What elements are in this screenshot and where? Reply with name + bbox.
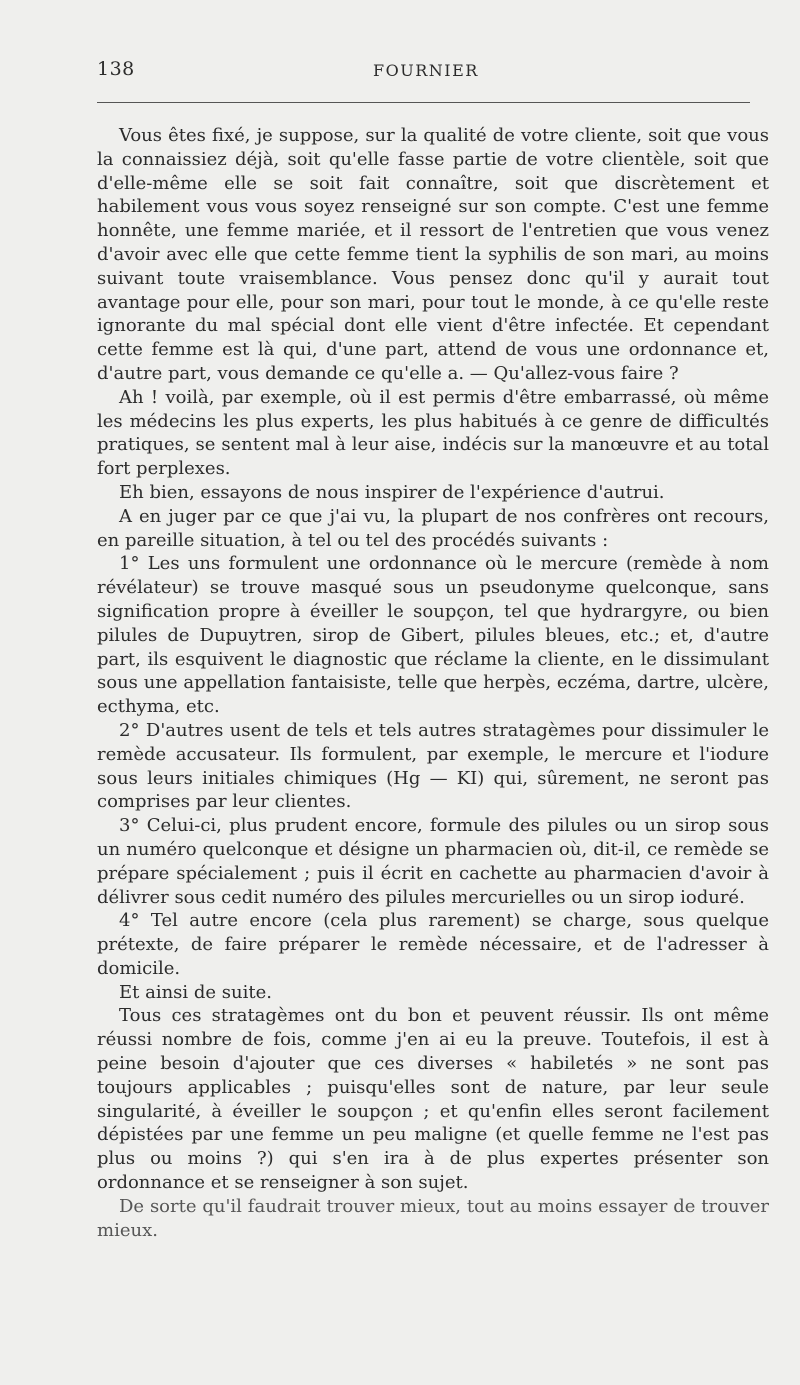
header-rule xyxy=(97,102,750,103)
paragraph: De sorte qu'il faudrait trouver mieux, tout au moins essayer de trouver mieux. xyxy=(97,1195,769,1241)
paragraph: Vous êtes fixé, je suppose, sur la qualité de votre cliente, soit que vous la connaissiez déjà, soit qu'elle fasse partie de votre clientèle, soit que d'elle-même elle se soit fait connaître, soit que discrètement et habilement vous vous soyez renseigné sur son compte. C'est une femme honnête, une femme mariée, et il ressort de l'entretien que vous venez d'avoir avec elle que cette femme tient la syphilis de son mari, au moins suivant toute vraisemblance. Vous pensez donc qu'il y aurait tout avantage pour elle, pour son mari, pour tout le monde, à ce qu'elle reste ignorante du mal spécial dont elle vient d'être infectée. Et cependant cette femme est là qui, d'une part, attend de vous une ordonnance et, d'autre part, vous demande ce qu'elle a. — Qu'allez-vous faire ? xyxy=(97,125,769,384)
page-header xyxy=(97,58,750,88)
paragraph: 4° Tel autre encore (cela plus rarement) se charge, sous quelque prétexte, de faire préparer le remède nécessaire, et de l'adresser à domicile. xyxy=(97,910,769,979)
body-text xyxy=(97,124,769,1242)
paragraph: Ah ! voilà, par exemple, où il est permis d'être embarrassé, où même les médecins les plus experts, les plus habitués à ce genre de difficultés pratiques, se sentent mal à leur aise, indécis sur la manœuvre et au total fort perplexes. xyxy=(97,386,769,480)
paragraph: Et ainsi de suite. xyxy=(119,981,272,1003)
page-number: 138 xyxy=(97,58,135,80)
paragraph: Eh bien, essayons de nous inspirer de l'expérience d'autrui. xyxy=(119,481,665,503)
paragraph: 3° Celui-ci, plus prudent encore, formule des pilules ou un sirop sous un numéro quelconque et désigne un pharmacien où, dit-il, ce remède se prépare spécialement ; puis il écrit en cachette au pharmacien d'avoir à délivrer sous cedit numéro des pilules mercurielles ou un sirop ioduré. xyxy=(97,815,769,908)
paragraph: 1° Les uns formulent une ordonnance où le mercure (remède à nom révélateur) se trouve masqué sous un pseudonyme quelconque, sans signification propre à éveiller le soupçon, tel que hydrargyre, ou bien pilules de Dupuytren, sirop de Gibert, pilules bleues, etc.; et, d'autre part, ils esquivent le diagnostic que réclame la cliente, en le dissimulant sous une appellation fantaisiste, telle que herpès, eczéma, dartre, ulcère, ecthyma, etc. xyxy=(97,553,769,718)
paragraph: 2° D'autres usent de tels et tels autres stratagèmes pour dissimuler le remède accusateur. Ils formulent, par exemple, le mercure et l'iodure sous leurs initiales chimiques (Hg — KI) qui, sûrement, ne seront pas comprises par leur clientes. xyxy=(97,719,769,813)
paragraph: Tous ces stratagèmes ont du bon et peuvent réussir. Ils ont même réussi nombre de fois, comme j'en ai eu la preuve. Toutefois, il est à peine besoin d'ajouter que ces diverses « habiletés » ne sont pas toujours applicables ; puisqu'elles sont de nature, par leur seule singularité, à éveiller le soupçon ; et qu'enfin elles seront facilement dépistées par une femme un peu maligne (et quelle femme ne l'est pas plus ou moins ?) qui s'en ira à de plus expertes présenter son ordonnance et se renseigner à son sujet. xyxy=(97,1005,769,1194)
paragraph: A en juger par ce que j'ai vu, la plupart de nos confrères ont recours, en pareille situation, à tel ou tel des procédés suivants : xyxy=(97,505,769,551)
running-title: FOURNIER xyxy=(373,61,479,80)
